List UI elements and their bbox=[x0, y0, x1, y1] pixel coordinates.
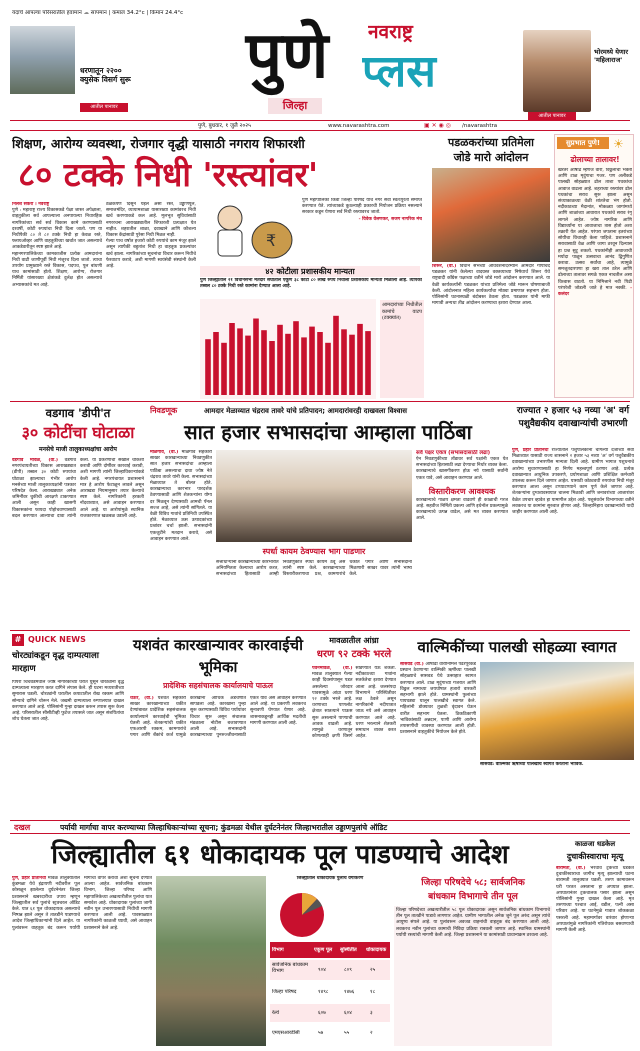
election-side2-body: कारखान्याचे गाळप क्षमता वाढवणे ही काळाची गरज आहे. सहवीज निर्मिती प्रकल्प आणि इथेनॉल प्रकल्पामुळे कारखान्याचे उत्पन्न वाढेल, असे मत व्यक्त करण्यात आले. bbox=[416, 497, 508, 522]
lead-col-2 bbox=[106, 202, 196, 398]
lead-chart-title: ४२ कोटीला प्रशासकीय मान्यता bbox=[200, 266, 420, 277]
cloud-icon: ☁ bbox=[83, 10, 90, 16]
lead-byline: निलेश संकरा । नवराष्ट्र bbox=[12, 202, 50, 207]
td-3-0: एमएसआरडीसी bbox=[272, 1030, 300, 1036]
dam-headline: धरण ९२ टक्के भरले bbox=[316, 649, 392, 660]
yashwant-deck: प्रादेशिक सहसंचालक कार्यालयाचे पाऊल bbox=[163, 681, 273, 690]
date-bar bbox=[10, 120, 630, 131]
hash-icon: # bbox=[12, 634, 24, 646]
election-kicker-row bbox=[150, 404, 506, 418]
lead-chart-caption: पुणे जिल्ह्यातील २१ विधानसभा मतदार संघातील एकूण ३८ कोटी ८० लाख रुपये निधीला प्रशासकीय मान्यता मिळाली आहे. त्यापैकी तब्बल ८० टक्के निधी रस्ते कामांना देण्यात आला आहे. bbox=[200, 278, 422, 290]
masthead bbox=[0, 0, 640, 122]
lead-headline: ८० टक्के निधी 'रस्त्यांवर' bbox=[18, 155, 319, 194]
election-body-2: सत्ताधाऱ्यांनी कारखान्याच्या कारभारात अनियमितता केल्याचा आरोप करत, सभासदांच्या हितासाठी आम्ही निवडणुकीत स्पर्धा कायम ठेवू असे त्यांनी स्पष्ट केले. कारखान्याच्या विस्तारीकरणाचा प्रश्न, कामगारांचे थकीत पगार आणि सभासदांना मिळणारी साखर यावर त्यांनी भाष्य केले. bbox=[216, 560, 412, 578]
lead-quote-by: - विवेक वेलणकर, सजग नागरिक मंच bbox=[358, 216, 422, 222]
teaser-right-photo bbox=[523, 30, 591, 112]
yashwant-col bbox=[130, 696, 306, 818]
td-2-1: ६०७ bbox=[318, 1010, 326, 1016]
bridge-table bbox=[270, 942, 390, 1044]
bridge-sub-body: जिल्हा परिषदेच्या अखत्यारीतील ५८ पूल धोकादायक असून सार्वजनिक बांधकाम विभागाचे तीन पूल तातडीने पाडावे लागणार आहेत. ग्रामीण भागातील अनेक जुने पूल अरुंद असून त्यांचे आयुष्य संपले आहे. या पुलांवरून अवजड वाहनांची वाहतूक बंद करण्यात आली आहे. लवकरच नवीन पुलांच्या कामाची निविदा प्रक्रिया राबवली जाणार आहे. स्थानिक ग्रामस्थांनी पर्यायी रस्त्यांची मागणी केली आहे. जिल्हा प्रशासनाने या कामांसाठी प्राधान्यक्रम ठरवला आहे. bbox=[396, 908, 550, 938]
chart-bar bbox=[341, 329, 347, 395]
talegaon-byline: वडगाव मावळ, (वा.) bbox=[12, 458, 59, 463]
chart-bar bbox=[365, 331, 371, 395]
transport-headline: राज्यात २ हजार ५३ नव्या 'अ' वर्ग पशुवैद्यकीय दवाखान्यांची उभारणी bbox=[516, 406, 630, 429]
dam-byline: पवनमावळ, (वा.) bbox=[312, 666, 353, 671]
protest-byline: शिरूर, (वा.) bbox=[432, 264, 457, 269]
dam-kicker: मावळातील आंध्रा bbox=[329, 636, 379, 645]
title-plus: प्लस bbox=[362, 46, 436, 97]
td-0-3: २५ bbox=[370, 967, 376, 973]
chart-bar bbox=[357, 324, 363, 395]
election-side-col bbox=[416, 450, 508, 628]
column-headline: ढोलाच्या तालावर! bbox=[570, 155, 620, 164]
talegaon-body: वडगाव नगरपंचायतीच्या विकास आराखड्यात (डीपी) तब्बल ३० कोटी रुपयांचा घोटाळा झाल्याचा गंभीर आरोप मनसेच्या माजी तालुकाध्यक्षांनी पत्रकार परिषदेत केला. आराखड्यात अनेक जमिनींवर चुकीची आरक्षणे टाकण्यात आली असून काही खासगी विकासकांना फायदा पोहोचवण्यासाठी बदल करण्यात आल्याचा दावा त्यांनी केला. या प्रकरणाची सखोल चौकशी करावी आणि दोषींवर कारवाई करावी, अशी मागणी त्यांनी जिल्हाधिकाऱ्यांकडे केली आहे. नगरपंचायत प्रशासनाने मात्र हे आरोप फेटाळून लावले असून आराखडा नियमानुसार तयार केल्याचे स्पष्ट केले. नागरिकांनी हरकती नोंदवाव्यात, असे आवाहन करण्यात आले आहे. या आरोपांमुळे स्थानिक राजकारणात खळबळ उडाली आहे. bbox=[12, 458, 144, 519]
td-1-1: १४९८ bbox=[318, 989, 329, 995]
protest-body: विधान सभेच्या अधिवेशनादरम्यान आमदार गोपीचंद पडळकर यांनी केलेल्या वादग्रस्त वक्तव्याच्या निषेधार्थ शिरूर येथे राष्ट्रवादी काँग्रेस पक्षाच्या वतीने जोडे मारो आंदोलन करण्यात आले. या वेळी कार्यकर्त्यांनी पडळकर यांच्या प्रतिमेला जोडे मारून घोषणाबाजी केली. आंदोलनात महिला कार्यकर्त्यांचा मोठ्या प्रमाणात सहभाग होता. पोलिसांनी घटनास्थळी बंदोबस्त ठेवला होता. पडळकर यांनी माफी मागावी अन्यथा तीव्र आंदोलन करण्याचा इशारा देण्यात आला. bbox=[432, 264, 550, 307]
election-side-body: ऐन निवडणुकीच्या तोंडावर सर्व पक्षांनी एकत्र येत सभासदांच्या हितासाठी लढा देण्याचा निर्धार व्यक्त केला. कारखान्याचे खासगीकरण होऊ नये यासाठी सर्वांनी एकत्र यावे, असे आवाहन करण्यात आले. bbox=[416, 457, 508, 481]
dateline: पुणे, बुधवार, १ जुलै २०२५ bbox=[198, 123, 251, 129]
quick-body: पिंपरी चिंचवडमधील ज्येष्ठ नागरिकांच्या घरात घुसून चोरट्यांनी वृद्ध दाम्पत्याला मारहाण करत दागिने लंपास केले. ही घटना मध्यरात्रीच्या सुमारास घडली. चोरट्यांनी घरातील कपाटातील रोख रक्कम आणि सोन्याचे दागिने चोरून नेले. जखमी दाम्पत्याला रुग्णालयात दाखल करण्यात आले आहे. पोलिसांनी गुन्हा दाखल करून तपास सुरू केला आहे. परिसरातील सीसीटीव्ही फुटेज तपासले जात असून संशयितांचा शोध घेतला जात आहे. bbox=[12, 680, 124, 723]
death-body: भरधाव ट्रकच्या धडकेत दुचाकीस्वाराचा जागीच मृत्यू झाल्याची घटना बारामती तालुक्यात घडली. तरुण कामावरून घरी परतत असताना हा अपघात झाला. अपघातानंतर ट्रकचालक पसार झाला असून पोलिसांनी गुन्हा दाखल केला आहे. मृत तरुणाच्या पश्चात आई, वडील, पत्नी असा परिवार आहे. या घटनेमुळे गावात शोककळा पसरली आहे. महामार्गावर वारंवार होणाऱ्या अपघातांमुळे नागरिकांनी गतिरोधक बसवण्याची मागणी केली आहे. bbox=[556, 866, 634, 934]
lead-quote-text: पुणे महापालिका किंवा जिल्हा परिषद यांचे नगर सेवा स्वतःपुरती समाप्त करण्यात येते. त्यांच्याकडे कुठल्याही प्रकारची नियोजन प्रक्रिया नसल्याने सरकार कडून येणारा सर्व निधी रस्त्यावरच जातो. bbox=[302, 198, 422, 216]
td-0-0: सार्वजनिक बांधकाम विभाग bbox=[272, 962, 309, 974]
sun-icon: ☀ bbox=[613, 137, 624, 151]
title-pune: पुणे bbox=[245, 19, 329, 93]
table-row bbox=[270, 1024, 390, 1042]
transport-col bbox=[512, 448, 634, 628]
chart-bar bbox=[285, 334, 291, 395]
chart-bar bbox=[277, 325, 283, 395]
title-jilha: जिल्हा bbox=[268, 98, 322, 114]
protest-headline-2: जोडे मारो आंदोलन bbox=[453, 151, 529, 164]
palkhi-caption: सासवड: वाल्मिकी ऋषींच्या पालखीचे स्वागत करताना भाविक. bbox=[480, 762, 584, 767]
election-side2-title: विस्तारीकरण आवश्यक bbox=[428, 486, 496, 496]
dam-body: मावळ तालुक्यात गेल्या काही दिवसांपासून पडत असलेल्या जोरदार पावसामुळे आंध्रा धरण ९२ टक्के भरले आहे. धरणाच्या पाणलोट क्षेत्रात सातत्याने पाऊस सुरू असल्याने पाण्याची आवक वाढली आहे. त्यामुळे धरणातून कोणत्याही क्षणी विसर्ग सोडण्यात येऊ शकतो. नदीकाठच्या गावांना सतर्कतेचा इशारा देण्यात आला आहे. जलसंपदा विभागाने परिस्थितीवर लक्ष ठेवले असून नागरिकांनी नदीपात्रात जाऊ नये असे आवाहन करण्यात आले आहे. धरण भरल्याने शेतकरी समाधान व्यक्त करत आहेत. bbox=[312, 666, 396, 740]
divider-2 bbox=[10, 630, 630, 631]
td-1-2: १४७६ bbox=[344, 989, 355, 995]
lead-bar-chart bbox=[200, 299, 376, 399]
column-body bbox=[558, 168, 632, 396]
td-1-0: जिल्हा परिषद bbox=[272, 989, 297, 995]
th-3: धोकादायक bbox=[366, 947, 387, 953]
palkhi-body: आषाढी वारीनिमित्त पंढरपूरकडे प्रस्थान ठेवणाऱ्या वाल्मिकी ऋषींच्या पालखी सोहळ्याचे सासवड येथे उत्साहात स्वागत करण्यात आले. टाळ मृदुंगाच्या गजरात आणि विठ्ठल नामाच्या जयघोषात हजारो वारकरी सहभागी झाले होते. ग्रामस्थांनी फुलांच्या पायघड्या घालून पालखीचे स्वागत केले. महिलांनी डोक्यावर तुळशी वृंदावन घेऊन वारीत सहभाग घेतला. ठिकठिकाणी भाविकांसाठी अन्नदान, पाणी आणि आरोग्य तपासणीची व्यवस्था करण्यात आली होती. प्रशासनाने वाहतुकीचे नियोजन केले होते. bbox=[400, 662, 476, 736]
bridge-sub-kicker: जिल्हा परिषदेचे ५८; सार्वजनिक bbox=[421, 878, 525, 888]
chart-bar bbox=[253, 319, 259, 396]
death-tag: काळजा धडकेल bbox=[574, 840, 616, 848]
quick-label-row bbox=[12, 634, 124, 646]
td-3-3: २ bbox=[370, 1030, 373, 1036]
chart-bar bbox=[309, 327, 315, 395]
bridge-headline: जिल्ह्यातील ६१ धोकादायक पूल पाडण्याचे आदेश bbox=[51, 840, 509, 870]
strip-text: पर्यायी मार्गाचा वापर करण्याच्या जिल्हाधिकाऱ्यांच्या सूचना; कुंडमळा येथील दुर्घटनेनंतर जिल्हाभरातील उड्डाणपुलांचे ऑडिट bbox=[60, 823, 388, 832]
chart-bar bbox=[301, 337, 307, 395]
death-col bbox=[556, 866, 634, 1046]
protest-body-col bbox=[432, 264, 550, 398]
election-body-2-col bbox=[216, 560, 412, 628]
chart-bar bbox=[269, 341, 275, 395]
palkhi-headline: वाल्मिकींच्या पालखी सोहळ्या स्वागत bbox=[417, 638, 617, 656]
chart-bar bbox=[317, 332, 323, 395]
chart-bar bbox=[349, 335, 355, 395]
social-icons[interactable]: ▣ ✕ ◉ ◎ bbox=[424, 122, 451, 129]
weather-left: यंदाचे आपल्या परिसरातील हवामान bbox=[12, 10, 82, 16]
divider-1 bbox=[10, 401, 630, 402]
teaser-left-text: धरणातून २२०० क्युसेक विसर्ग सुरू bbox=[80, 66, 131, 84]
bridge-pie-title: जिल्ह्यातील धोकादायक पुलांचे वर्गीकरण bbox=[296, 876, 364, 881]
election-photo bbox=[216, 450, 412, 542]
strip-label: दखल bbox=[14, 823, 31, 832]
talegaon-deck: मनसेचे माजी तालुकाध्यक्षांचा आरोप bbox=[39, 446, 117, 453]
lead-body-3: ठळकपणे दिसून येईल असा रस्ते, उड्डाणपूल, समाजमंदिर, व्यायामशाळा यासारख्या कामांवरच निधी खर्च करण्याकडे कल आहे. मूलभूत सुविधांसाठी नगररचना आराखड्यातील शिफारशी प्रत्यक्षात येत नाहीत. शहरातील शाळा, दवाखाने आणि कौशल्य विकास केंद्रांसाठी पुरेसा निधी मिळत नाही. bbox=[106, 202, 196, 239]
notice-strip bbox=[10, 820, 630, 834]
yashwant-byline: थेऊर, (वा.) bbox=[130, 696, 154, 701]
protest-headline-1: पडळकरांच्या प्रतिमेला bbox=[448, 136, 534, 149]
transport-byline: पुणे, प्रहार प्रतिनिधी bbox=[512, 448, 549, 453]
lead-col-1 bbox=[12, 202, 102, 398]
lead-quote bbox=[302, 198, 422, 260]
td-2-3: ३ bbox=[370, 1010, 373, 1016]
talegaon-kicker: वडगाव 'डीपी'त bbox=[45, 406, 111, 420]
table-header-row bbox=[270, 942, 390, 958]
th-0: विभाग bbox=[272, 947, 284, 953]
election-tag: निवडणूक bbox=[150, 406, 178, 415]
lead-body-1: पुणे : महाराष्ट्र राज्य विकासकडे पेक्षा जास्त अपेक्षाला, वाहतुकीला सर्व आपल्याला अनपायल्या निधारहिक नागरिकांच्या सर्व सर्व विकास कामे करण्यासाठी दरवर्षी, कोटी रुपयांचा निधी दिला जातो. पण या निधीपैकी ८० ते ८२ टक्के निधी हा केवळ रस्ते, फ्लायओव्हर आणि वाहतूकीच्या खर्चात जात असल्याचे आकडेवारीतून स्पष्ट झाले आहे. bbox=[12, 208, 102, 251]
chart-bar bbox=[293, 321, 299, 395]
table-row bbox=[270, 982, 390, 1002]
palkhi-photo bbox=[480, 662, 634, 760]
bridge-col bbox=[12, 876, 152, 1046]
teaser-left-tag: आतील पानावर bbox=[80, 103, 128, 112]
td-3-2: ५५ bbox=[344, 1030, 350, 1036]
bridge-photo bbox=[156, 876, 266, 1046]
lead-cartoon bbox=[200, 198, 300, 264]
bridge-byline: पुणे, प्रहार प्रतिनिधी bbox=[12, 876, 46, 881]
talegaon-col bbox=[12, 458, 144, 628]
td-1-3: १८ bbox=[370, 989, 376, 995]
title-navrashtra: नवराष्ट्र bbox=[368, 21, 413, 43]
lead-chart-legend: आमदारांच्या निधीतील कामांचे वाटप (टक्क्यांत) bbox=[380, 300, 424, 398]
th-2: सुस्थितीत bbox=[340, 947, 357, 953]
max-temp: कमाल 34.2°c bbox=[112, 10, 145, 16]
chart-bar bbox=[245, 336, 251, 395]
election-headline: सात हजार सभासदांचा आम्हाला पाठिंबा bbox=[184, 420, 472, 444]
td-3-1: ५७ bbox=[318, 1030, 324, 1036]
election-body: माळेगाव सहकारी साखर कारखान्याच्या निवडणुकीत सात हजार सभासदांचा आम्हाला पाठिंबा असल्याचा दावा ज्येष्ठ नेते चंद्रराव तावरे यांनी केला. सभासदांच्या मेळाव्यात ते बोलत होते. कारखान्याचा कारभार पारदर्शक ठेवण्यासाठी आणि शेतकऱ्यांना योग्य दर मिळवून देण्यासाठी आमची पॅनल सज्ज आहे, असे त्यांनी सांगितले. या वेळी विविध गावांचे प्रतिनिधी उपस्थित होते. मेळाव्यात ऊस उत्पादकांच्या प्रश्नांवर चर्चा झाली. सभासदांनी एकजुटीने मतदान करावे, असे आवाहन करण्यात आले. bbox=[150, 450, 212, 542]
election-byline: माळेगाव, (वा.) bbox=[150, 450, 179, 455]
lead-body-4: गेल्या पाच वर्षात हजारो कोटी रुपयांचे काम मंजूर झाले असून त्यापैकी बहुतांश निधी हा वाहतूक प्रकल्पांवर खर्च झाला. नागरिकांच्या सूचनांचा विचार करून निधीचे फेरवाटप करावे, अशी मागणी स्वयंसेवी संस्थांनी केली आहे. bbox=[106, 239, 196, 270]
chart-bar bbox=[221, 343, 227, 395]
election-kicker: आमदार मेळाव्यात चंद्रराव तावरे यांचे प्रतिपादन; आमदारांवरही दाखवला विश्वास bbox=[204, 407, 408, 415]
chart-bar bbox=[333, 316, 339, 395]
yashwant-headline: यशवंत कारखान्यावर कारवाईची भूमिका bbox=[133, 636, 303, 676]
palkhi-byline: सासवड (वा.) bbox=[400, 662, 424, 667]
td-0-1: ९०४ bbox=[318, 967, 326, 973]
election-subhead: स्पर्धा कायम ठेवण्यास भाग पाडणार bbox=[262, 547, 366, 556]
teaser-right-tag: आतील पानावर bbox=[528, 112, 576, 120]
chart-bar bbox=[229, 323, 235, 395]
column-sign: - कलंदर bbox=[558, 285, 632, 298]
bridge-pie-chart bbox=[272, 890, 388, 940]
weather-strip: यंदाचे आपल्या परिसरातील हवामान ☁ सापमान | कमाल 34.2°c | किमान 24.4°c bbox=[12, 10, 184, 16]
death-byline: बारामती, (वा.) bbox=[556, 866, 586, 871]
teaser-left-photo bbox=[10, 26, 75, 94]
bridge-sub-col bbox=[394, 906, 552, 1046]
money-bag-icon bbox=[200, 198, 300, 264]
td-0-2: ८०९ bbox=[344, 967, 352, 973]
website-link[interactable]: www.navarashtra.com bbox=[328, 123, 390, 129]
weather-label: सापमान bbox=[90, 10, 107, 16]
yashwant-body: यशवंत सहकारी साखर कारखान्याच्या थकीत देण्यांबाबत प्रादेशिक सहसंचालक कार्यालयाने कारवाईची भूमिका घेतली आहे. शेतकऱ्यांची थकीत एफआरपी रक्कम, कामगारांचे पगार आणि बँकांचे कर्ज यामुळे कारखाना आर्थिक अडचणीत सापडला आहे. कारखाना पुन्हा सुरू करण्यासाठी विविध पर्यायांवर विचार सुरू असून संचालक मंडळाला नोटीस बजावण्यात आली आहे. सभासदांनी कारखान्याच्या पुनरुज्जीवनासाठी एकत्र यावे असे आवाहन करण्यात आले आहे. या प्रकरणी लवकरच सुनावणी घेण्यात येणार आहे. शासनाकडूनही आर्थिक मदतीची मागणी करण्यात आली आहे. bbox=[130, 696, 306, 739]
table-row bbox=[270, 960, 390, 980]
chart-bar bbox=[325, 343, 331, 395]
quick-label: QUICK NEWS bbox=[28, 635, 86, 644]
quick-headline: चोरट्यांकडून वृद्ध दाम्पत्याला मारहाण bbox=[12, 651, 99, 674]
lead-kicker: शिक्षण, आरोग्य व्यवस्था, रोजगार वृद्धी यासाठी नगराय शिफारशी bbox=[12, 136, 305, 151]
chart-bar bbox=[261, 330, 267, 395]
td-2-0: रेल्वे bbox=[272, 1010, 280, 1016]
svg-text:₹: ₹ bbox=[266, 231, 277, 250]
bridge-body: मावळ तालुक्यातील कुंडमळा येथे इंद्रायणी नदीवरील पूल कोसळून झालेल्या दुर्घटनेनंतर जिल्हा प्रशासनाने खबरदारीचा उपाय म्हणून जिल्ह्यातील सर्व पुलांचे स्ट्रक्चरल ऑडिट केले. यात ६१ पूल धोकादायक असल्याचे निष्पन्न झाले असून ते तातडीने पाडण्याचे आदेश जिल्हाधिकाऱ्यांनी दिले आहेत. या पुलांवरून वाहतूक बंद करून पर्यायी मार्गाचा वापर करावा अशा सूचना देण्यात आल्या आहेत. सार्वजनिक बांधकाम विभाग, जिल्हा परिषद आणि महापालिकेच्या अखत्यारीतील पुलांचा यात समावेश आहे. धोकादायक पुलांच्या जागी नवीन पूल उभारण्यासाठी निधीची मागणी करण्यात आली आहे. पावसाळ्यात नागरिकांनी काळजी घ्यावी, असे आवाहन प्रशासनाने केले आहे. bbox=[12, 876, 152, 931]
table-row bbox=[270, 1004, 390, 1022]
protest-photo bbox=[432, 168, 550, 262]
election-side-title: सर्व पक्षर एकत्र (सभासदांसाठी लढा) bbox=[416, 450, 491, 456]
death-headline: दुचाकीस्वाराचा मृत्यू bbox=[566, 852, 624, 861]
column-body-text: खरंतर आषाढ म्हणजे वारी, विठ्ठलाची भक्ती आणि टाळ मृदुंगाचा गजर. पण अलीकडे पालखी सोहळ्यात ढोल ताशा पथकांचा आवाज वाढला आहे. शहराच्या रस्त्यांवर ढोल पथकांचा सराव सुरू झाला असून संध्याकाळच्या वेळी शांततेचा भंग होतो. नदीकाठच्या मैदानांत, मोकळ्या जागांमध्ये आणि शाळांच्या आवारात पथकांचे सराव रंगू लागले आहेत. ज्येष्ठ नागरिक आणि विद्यार्थ्यांना या आवाजाचा त्रास होतो अशा तक्रारी येत आहेत. परंपरा जपताना इतरांच्या सोयीचा विचारही केला पाहिजे. प्रशासनाने सरावासाठी वेळ आणि जागा ठरवून दिल्यास हा प्रश्न सुटू शकतो. पथकांनीही आवाजाची मर्यादा पाळून उत्सवाचा आनंद द्विगुणित करावा. उत्सव सर्वांचा आहे, त्यामुळे समजूतदारपणा हा खरा ताल ठरेल आणि ढोलाच्या तालावर सगळे एकत्र नाचतील असा विश्वास वाटतो. या निमित्ताने नवी पिढी परंपरेशी जोडली जाते हे मात्र नक्की. bbox=[558, 168, 632, 291]
chart-bar bbox=[213, 332, 219, 395]
transport-body: राज्यातील पशुपालकांना चांगल्या दर्जाच्या सेवा मिळाव्यात यासाठी राज्य शासनाने २ हजार ५३ नव्या 'अ' वर्ग पशुवैद्यकीय दवाखान्यांच्या उभारणीस मान्यता दिली आहे. ग्रामीण भागात पशुधनाचे आरोग्य सुधारण्यासाठी हा निर्णय महत्त्वपूर्ण ठरणार आहे. प्रत्येक दवाखान्यात आधुनिक उपकरणे, प्रयोगशाळा आणि प्रशिक्षित कर्मचारी उपलब्ध करून दिले जाणार आहेत. यासाठी कोट्यवधी रुपयांचा निधी मंजूर करण्यात आला असून टप्प्याटप्प्याने काम पूर्ण केले जाणार आहे. शेतकऱ्यांना दुग्धव्यवसायात चालना मिळावी आणि जनावरांच्या आजारांवर वेळेत उपचार व्हावेत हा यामागील उद्देश आहे. पशुसंवर्धन विभागाच्या वतीने लवकरच या कामांना सुरुवात होणार आहे. जिल्हानिहाय दवाखान्यांची यादी जाहीर करण्यात आली आहे. bbox=[512, 448, 634, 516]
chart-bar bbox=[205, 339, 211, 395]
quick-col bbox=[12, 680, 124, 816]
column-tag: सुप्रभात पुणे! bbox=[557, 137, 609, 149]
teaser-right-text: भोरमध्ये येणार 'महिलाराज' bbox=[594, 48, 629, 64]
chart-bar bbox=[237, 328, 243, 395]
min-temp: किमान 24.4°c bbox=[150, 10, 184, 16]
bridge-sub-headline: बांधकाम विभागाचे तीन पूल bbox=[428, 892, 518, 902]
th-1: एकूण पूल bbox=[314, 947, 333, 953]
talegaon-headline: ३० कोटींचा घोटाळा bbox=[21, 423, 135, 442]
column-box bbox=[554, 134, 634, 398]
td-2-2: ६०४ bbox=[344, 1010, 352, 1016]
lead-body-2: महानगरपालिकेच्या कामकाजीस प्रत्येक आमदारांना निधी वाढी जाणीपूर्वी निधी मंजूरच दिला जातो. त्याचा उपयोग प्रामुख्याने रस्ते विकास, पदपथ, पूल बांधणी याच कामांसाठी होतो. शिक्षण, आरोग्य, रोजगार निर्मिती यांसारख्या क्षेत्रांकडे दुर्लक्ष होत असल्याचे अभ्यासकांचे मत आहे. bbox=[12, 251, 102, 288]
election-col-1 bbox=[150, 450, 212, 628]
social-handle[interactable]: /navarashtra bbox=[462, 123, 498, 129]
dam-col bbox=[312, 666, 396, 818]
palkhi-col bbox=[400, 662, 476, 818]
